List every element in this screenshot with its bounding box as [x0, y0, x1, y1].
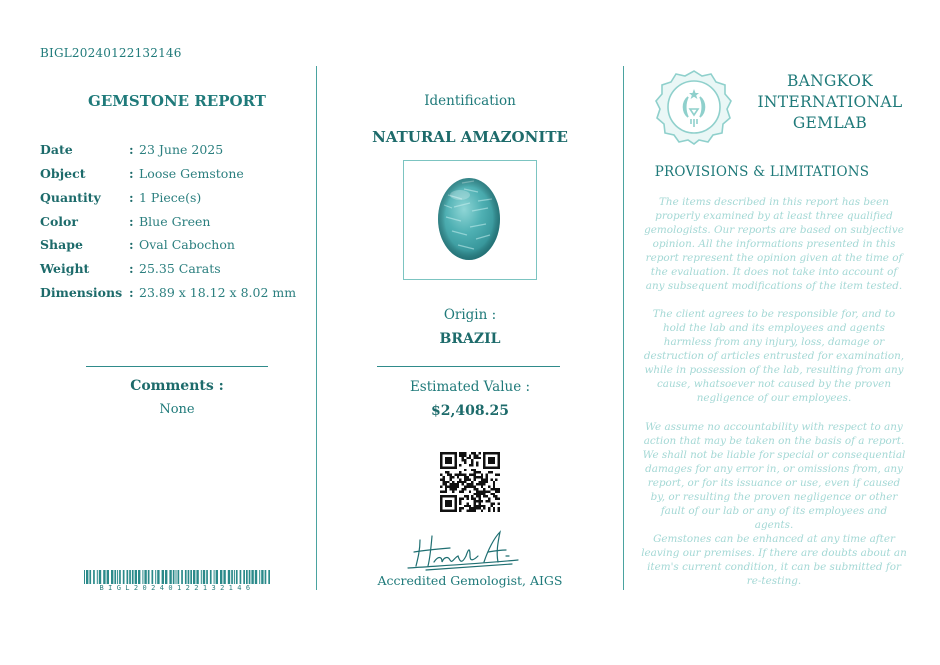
- field-colon: :: [129, 285, 134, 300]
- lab-name-line: INTERNATIONAL: [757, 93, 903, 111]
- field-colon: :: [129, 237, 134, 252]
- field-label: Color: [40, 214, 78, 229]
- identification-label: Identification: [424, 93, 516, 109]
- comments-divider: [86, 366, 268, 367]
- stone-name: NATURAL AMAZONITE: [372, 128, 568, 146]
- panel-divider-right: [623, 66, 624, 590]
- report-title: GEMSTONE REPORT: [88, 92, 266, 110]
- provisions-title: PROVISIONS & LIMITATIONS: [654, 164, 870, 180]
- field-value: 25.35 Carats: [139, 261, 221, 276]
- field-colon: :: [129, 214, 134, 229]
- qr-code-icon: [440, 452, 500, 512]
- field-colon: :: [129, 142, 134, 157]
- field-value: Blue Green: [139, 214, 211, 229]
- origin-label: Origin :: [443, 307, 497, 323]
- lab-name: [750, 71, 910, 134]
- field-value: Oval Cabochon: [139, 237, 235, 252]
- report-id: BIGL20240122132146: [40, 46, 182, 60]
- signature-image: [406, 526, 524, 572]
- field-colon: :: [129, 166, 134, 181]
- panel-divider-left: [316, 66, 317, 590]
- field-label: Weight: [40, 261, 90, 276]
- field-value: 23.89 x 18.12 x 8.02 mm: [139, 285, 297, 300]
- barcode-text: BIGL20240122132146: [99, 584, 255, 592]
- field-value: 1 Piece(s): [139, 190, 202, 205]
- field-colon: :: [129, 190, 134, 205]
- provisions-paragraph: The client agrees to be responsible for, and to hold the lab and its employees and agents harmless from any injury, loss, damage or destruction of articles entrusted for examination, while in possession of the lab, resulting from any cause, whatsoever not caused by the proven negligence of our employees.: [643, 308, 905, 404]
- provisions-paragraph: Gemstones can be enhanced at any time after leaving our premises. If there are doubts about an item's current condition, it can be submitted for re-testing.: [641, 533, 907, 587]
- provisions-paragraph: We assume no accountability with respect to any action that may be taken on the basis of a report. We shall not be liable for special or consequential damages for any error in, or omissions from, any report, or for its issuance or use, even if caused by, or resulting the proven negligence or other fault of our lab or any of its employees and agents.: [642, 421, 906, 531]
- estimated-value-label: Estimated Value :: [409, 379, 531, 395]
- comments-value: None: [159, 402, 195, 417]
- barcode-icon: [84, 570, 270, 584]
- gemstone-image: [404, 161, 536, 279]
- gemstone-photo: [403, 160, 537, 280]
- field-label: Quantity: [40, 190, 101, 205]
- comments-label: Comments :: [130, 378, 224, 394]
- field-label: Date: [40, 142, 73, 157]
- field-label: Dimensions: [40, 285, 123, 300]
- lab-name-line: GEMLAB: [792, 114, 868, 132]
- estimated-value: $2,408.25: [431, 403, 509, 419]
- field-value: Loose Gemstone: [139, 166, 244, 181]
- origin-value: BRAZIL: [439, 331, 501, 347]
- field-colon: :: [129, 261, 134, 276]
- gemologist-title: Accredited Gemologist, AIGS: [377, 573, 563, 588]
- provisions-paragraph: The items described in this report has been properly examined by at least three qualified gemologists. Our reports are based on subjective opinion. All the informations presented in this report represent the opinion given at the time of the evaluation. It does not take into account of any subsequent modifications of the item tested.: [644, 196, 904, 292]
- value-divider: [377, 366, 560, 367]
- field-value: 23 June 2025: [139, 142, 224, 157]
- lab-seal-icon: [655, 67, 733, 145]
- lab-name-line: BANGKOK: [786, 72, 874, 90]
- field-label: Object: [40, 166, 86, 181]
- field-label: Shape: [40, 237, 83, 252]
